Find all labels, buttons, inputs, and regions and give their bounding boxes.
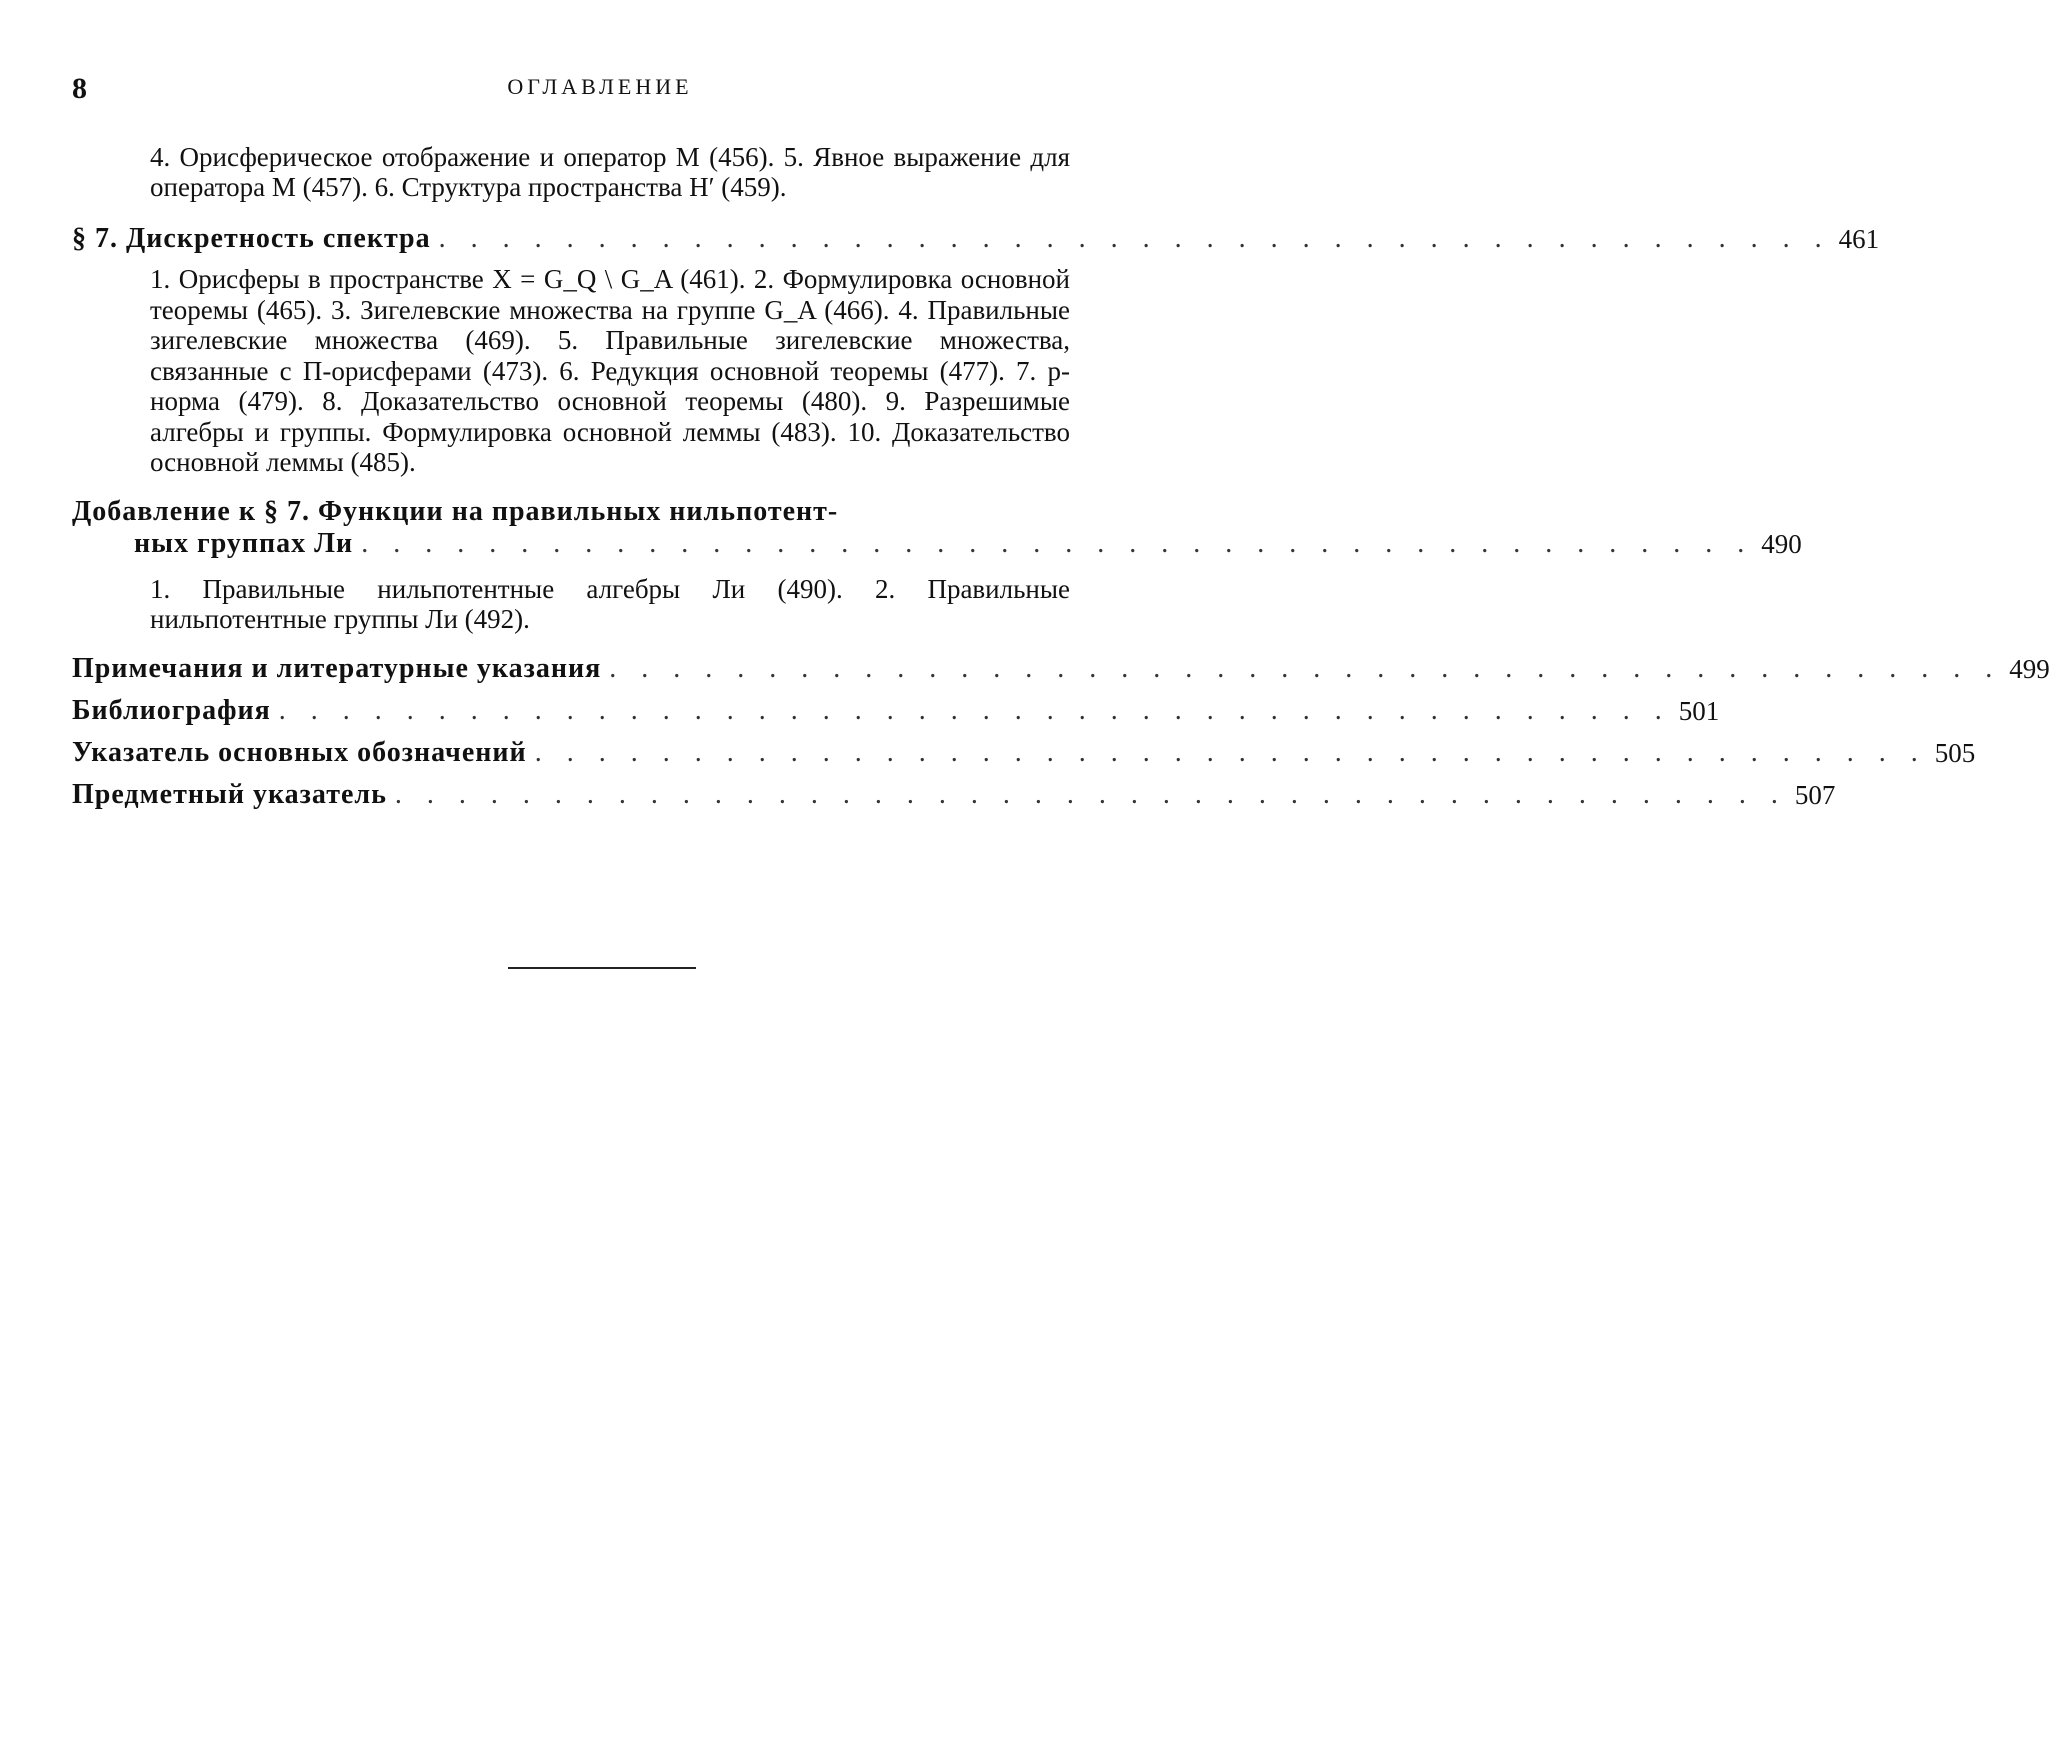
toc-entry-title: Добавление к § 7. Функции на правильных нильпотент- xyxy=(72,495,839,527)
running-head: ОГЛАВЛЕНИЕ xyxy=(507,74,693,99)
toc-entry-page: 461 xyxy=(1838,224,1880,254)
dot-leader: . . . . . . . . . . . . . . . . . . . . . . . . . . . . . . . . . . . . . . . . . . . . xyxy=(361,527,1754,559)
toc-entry-bibliography[interactable] xyxy=(72,694,1720,728)
toc-subsections-section-7: 1. Орисферы в пространстве X = G_Q \ G_A (461). 2. Формулировка основной теоремы (465). 3. Зигелевские множества на группе G_A (466). 4. Правильные зигелевские множества (469). 5. Правильные зигелевские множества, связанные с П-орисферами (473). 6. Редукция основной теоремы (477). 7. p-норма (479). 8. Доказательство основной теоремы (480). 9. Разрешимые алгебры и группы. Формулировка основной леммы (483). 10. Доказательство основной леммы (485). xyxy=(150,264,1070,477)
toc-entry-title: Примечания и литературные указания xyxy=(72,652,602,684)
toc-entry-title: Библиография xyxy=(72,694,271,726)
toc-entry-page: 501 xyxy=(1678,695,1720,726)
end-rule xyxy=(508,967,696,969)
dot-leader: . . . . . . . . . . . . . . . . . . . . . . . . . . . . . . . . . . . . . . . . . . . . xyxy=(438,223,1831,254)
toc-subsections-supplement: 1. Правильные нильпотентные алгебры Ли (490). 2. Правильные нильпотентные группы Ли (492). xyxy=(150,573,1070,634)
toc-entry-title: Предметный указатель xyxy=(72,778,387,810)
dot-leader: . . . . . . . . . . . . . . . . . . . . . . . . . . . . . . . . . . . . . . . . . . . . xyxy=(394,778,1787,810)
toc-entry-title-continued: ных группах Ли xyxy=(134,527,354,559)
toc-entry-section-7[interactable] xyxy=(72,222,1880,256)
toc-subsections-prev: 4. Орисферическое отображение и оператор M (456). 5. Явное выражение для оператора M (457). 6. Структура пространства H′ (459). xyxy=(150,142,1070,202)
toc-entry-supplement[interactable] xyxy=(72,495,1802,560)
toc-entry-title: Указатель основных обозначений xyxy=(72,736,527,768)
toc-entry-notation-index[interactable] xyxy=(72,736,1976,770)
table-of-contents xyxy=(72,140,2050,812)
toc-entry-page: 505 xyxy=(1934,737,1976,768)
toc-entry-subject-index[interactable] xyxy=(72,778,1836,812)
toc-entry-page: 507 xyxy=(1794,779,1836,810)
dot-leader: . . . . . . . . . . . . . . . . . . . . . . . . . . . . . . . . . . . . . . . . . . . . xyxy=(609,652,2002,684)
dot-leader: . . . . . . . . . . . . . . . . . . . . . . . . . . . . . . . . . . . . . . . . . . . . xyxy=(278,694,1671,726)
dot-leader: . . . . . . . . . . . . . . . . . . . . . . . . . . . . . . . . . . . . . . . . . . . . xyxy=(534,736,1927,768)
toc-entry-notes[interactable] xyxy=(72,652,2050,686)
toc-entry-title: § 7. Дискретность спектра xyxy=(72,223,431,254)
page-number: 8 xyxy=(72,72,87,105)
toc-entry-page: 490 xyxy=(1761,528,1802,559)
toc-entry-page: 499 xyxy=(2009,653,2050,684)
